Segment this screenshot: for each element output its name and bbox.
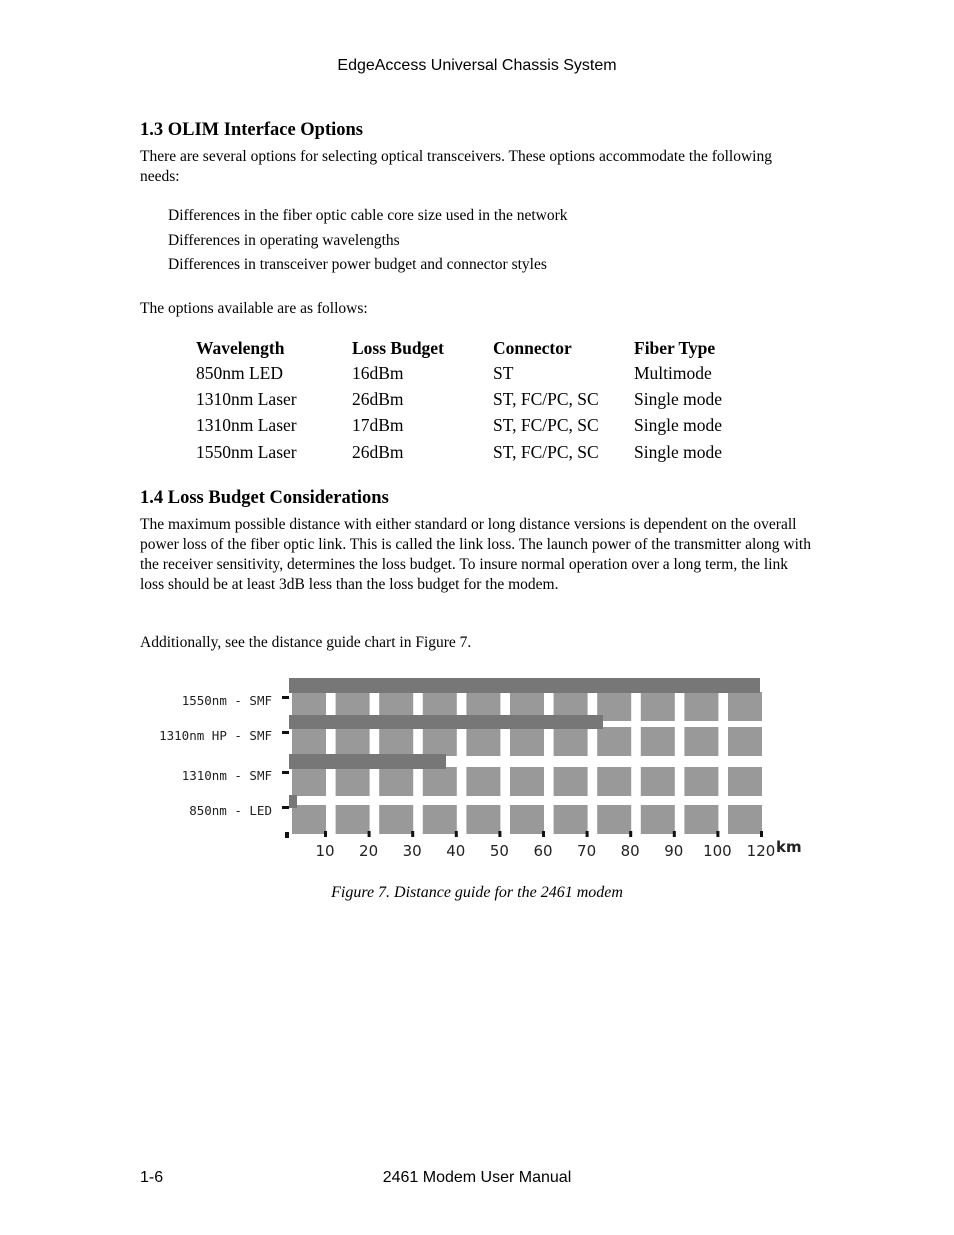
grid-cell [554, 727, 588, 756]
axis-tick [455, 831, 458, 837]
category-label: 1310nm - SMF [181, 768, 272, 783]
column-header: Connector [493, 338, 572, 358]
grid-cell [292, 727, 326, 756]
axis-tick [673, 831, 676, 837]
axis-tick-label: 60 [533, 842, 553, 860]
axis-tick-label: 20 [359, 842, 379, 860]
table-cell: 1310nm Laser [196, 415, 297, 436]
grid-cell [641, 727, 675, 756]
grid-cell [728, 805, 762, 834]
grid-cell [423, 805, 457, 834]
table-row [196, 386, 754, 412]
axis-tick-label: 40 [446, 842, 466, 860]
grid-cell [379, 805, 413, 834]
section-1-4-paragraph: The maximum possible distance with either standard or long distance versions is dependent on the overall power loss of the fiber optic link. This is called the link loss. The launch power of the transmitter along with the receiver sensitivity, determines the loss budget. To insure normal operation over a long term, the link loss should be at least 3dB less than the loss budget for the modem. [140, 516, 811, 593]
grid-cell [597, 767, 631, 796]
distance-guide-chart [150, 670, 810, 870]
axis-tick-label: 70 [577, 842, 597, 860]
grid-cell [728, 692, 762, 721]
axis-tick-label: 10 [315, 842, 335, 860]
axis-tick-label: 100 [703, 842, 732, 860]
grid-cell [684, 767, 718, 796]
grid-cell [684, 805, 718, 834]
grid-cell [423, 767, 457, 796]
table-cell: ST, FC/PC, SC [493, 415, 599, 436]
axis-tick [629, 831, 632, 837]
category-tick [282, 731, 289, 734]
grid-cell [684, 692, 718, 721]
section-1-4-note: Additionally, see the distance guide chart in Figure 7. [140, 634, 472, 651]
axis-tick [324, 831, 327, 837]
options-lead: The options available are as follows: [140, 300, 368, 317]
needs-item: Differences in operating wavelengths [168, 231, 400, 249]
section-heading-1-4: 1.4 Loss Budget Considerations [140, 488, 389, 508]
table-cell: ST, FC/PC, SC [493, 441, 599, 462]
grid-cell [379, 767, 413, 796]
table-row [196, 360, 754, 386]
category-label: 1310nm HP - SMF [159, 728, 272, 743]
grid-cell [292, 767, 326, 796]
grid-cell [728, 727, 762, 756]
grid-cell [466, 767, 500, 796]
x-axis-unit-label: km [776, 838, 802, 856]
axis-tick [498, 831, 501, 837]
table-cell: 1310nm Laser [196, 388, 297, 409]
grid-cell [641, 767, 675, 796]
grid-cell [684, 727, 718, 756]
category-label: 1550nm - SMF [181, 693, 272, 708]
table-cell: Single mode [634, 415, 722, 436]
column-header: Loss Budget [352, 338, 444, 358]
axis-tick [542, 831, 545, 837]
table-cell: 17dBm [352, 415, 404, 436]
table-cell: ST, FC/PC, SC [493, 388, 599, 409]
axis-tick-label: 30 [402, 842, 422, 860]
figure-caption: Figure 7. Distance guide for the 2461 modem [331, 884, 623, 901]
grid-cell [336, 727, 370, 756]
category-tick [282, 771, 289, 774]
table-row [196, 439, 754, 465]
section-1-3-intro: There are several options for selecting optical transceivers. These options accommodate the following needs: [140, 148, 772, 185]
grid-cell [597, 805, 631, 834]
section-heading-1-3: 1.3 OLIM Interface Options [140, 120, 364, 140]
grid-cell [554, 805, 588, 834]
axis-tick [716, 831, 719, 837]
axis-tick-label: 80 [620, 842, 640, 860]
table-cell: 850nm LED [196, 362, 284, 383]
table-header-row [196, 337, 754, 360]
needs-list [168, 207, 568, 281]
table-cell: 26dBm [352, 441, 404, 462]
distance-bar [289, 795, 297, 808]
grid-cell [510, 805, 544, 834]
table-row [196, 413, 754, 439]
grid-cell [510, 767, 544, 796]
grid-cell [510, 727, 544, 756]
grid-cell [641, 805, 675, 834]
needs-item: Differences in transceiver power budget and connector styles [168, 256, 547, 273]
distance-bar [289, 678, 760, 693]
needs-item: Differences in the fiber optic cable core size used in the network [168, 207, 568, 224]
table-cell: Single mode [634, 441, 722, 462]
table-cell: ST [493, 362, 514, 383]
axis-tick [586, 831, 589, 837]
options-table [196, 337, 754, 465]
grid-cell [554, 767, 588, 796]
grid-cell [641, 692, 675, 721]
axis-tick [760, 831, 763, 837]
column-header: Wavelength [196, 338, 285, 358]
axis-tick [368, 831, 371, 837]
axis-tick-label: 120 [746, 842, 776, 860]
category-label: 850nm - LED [189, 803, 272, 818]
grid-cell [336, 805, 370, 834]
grid-cell [466, 805, 500, 834]
table-cell: Single mode [634, 388, 722, 409]
running-header: EdgeAccess Universal Chassis System [337, 57, 617, 74]
grid-cell [336, 767, 370, 796]
grid-cell [728, 767, 762, 796]
axis-tick-label: 90 [664, 842, 684, 860]
grid-cell [466, 727, 500, 756]
grid-cell [292, 805, 326, 834]
axis-tick [411, 831, 414, 837]
footer-title: 2461 Modem User Manual [382, 1169, 572, 1186]
table-cell: 16dBm [352, 362, 404, 383]
distance-bar [289, 715, 603, 729]
category-tick [282, 696, 289, 699]
table-cell: 1550nm Laser [196, 441, 297, 462]
category-tick [282, 806, 289, 809]
axis-tick-label: 50 [489, 842, 509, 860]
column-header: Fiber Type [634, 338, 716, 358]
table-cell: 26dBm [352, 388, 404, 409]
table-cell: Multimode [634, 362, 712, 383]
grid-cell [597, 727, 631, 756]
axis-origin-tick [285, 832, 289, 838]
grid-cell [423, 727, 457, 756]
distance-bar [289, 754, 446, 769]
page-number: 1-6 [140, 1169, 164, 1186]
grid-cell [379, 727, 413, 756]
